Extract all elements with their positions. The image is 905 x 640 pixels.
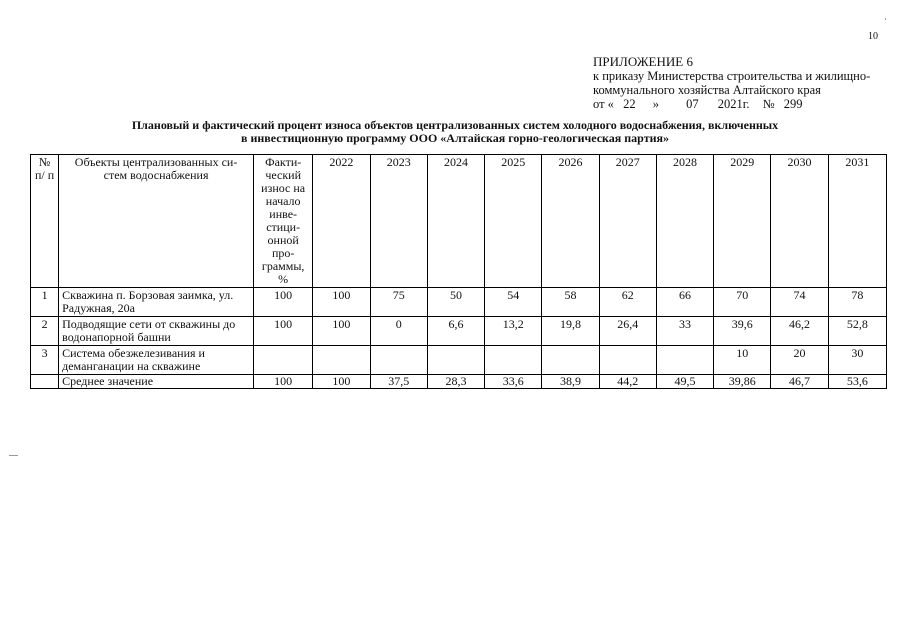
average-actual-wear: 100 (254, 375, 313, 389)
average-row (31, 375, 887, 389)
row-number: 2 (31, 317, 59, 346)
appendix-line-1: к приказу Министерства строительства и жилищно- (593, 69, 871, 83)
average-value: 46,7 (771, 375, 828, 389)
average-value: 37,5 (370, 375, 427, 389)
header-year: 2028 (656, 155, 713, 288)
average-value: 53,6 (828, 375, 886, 389)
average-value: 38,9 (542, 375, 599, 389)
row-actual-wear (254, 346, 313, 375)
header-year: 2025 (485, 155, 542, 288)
document-heading (60, 119, 850, 145)
heading-line-1: Плановый и фактический процент износа объектов централизованных систем холодного водоснабжения, включенных (131, 118, 779, 132)
row-number: 1 (31, 288, 59, 317)
table-row (31, 346, 887, 375)
average-value: 28,3 (427, 375, 484, 389)
date-prefix: от « (593, 97, 614, 111)
header-year: 2031 (828, 155, 886, 288)
table-header-row (31, 155, 887, 288)
header-year: 2030 (771, 155, 828, 288)
row-value: 19,8 (542, 317, 599, 346)
appendix-block (593, 55, 870, 111)
date-day: 22 (623, 97, 636, 111)
row-value: 100 (313, 317, 370, 346)
average-value: 33,6 (485, 375, 542, 389)
row-value: 78 (828, 288, 886, 317)
row-value: 30 (828, 346, 886, 375)
row-value: 10 (714, 346, 771, 375)
row-object-name: Скважина п. Борзовая заимка, ул. Радужная, 20а (59, 288, 254, 317)
header-object: Объекты централизованных си- стем водоснабжения (59, 155, 254, 288)
row-actual-wear: 100 (254, 288, 313, 317)
row-value (599, 346, 656, 375)
row-value: 70 (714, 288, 771, 317)
row-value: 26,4 (599, 317, 656, 346)
header-year: 2022 (313, 155, 370, 288)
scan-mark (885, 18, 886, 20)
row-value: 74 (771, 288, 828, 317)
row-value: 0 (370, 317, 427, 346)
row-value: 66 (656, 288, 713, 317)
heading-line-2: в инвестиционную программу ООО «Алтайская горно-геологическая партия» (241, 131, 669, 145)
row-value (656, 346, 713, 375)
row-value (485, 346, 542, 375)
header-year: 2026 (542, 155, 599, 288)
scan-mark (9, 455, 18, 456)
row-value: 62 (599, 288, 656, 317)
header-year: 2023 (370, 155, 427, 288)
row-number: 3 (31, 346, 59, 375)
row-value (313, 346, 370, 375)
average-value: 44,2 (599, 375, 656, 389)
row-value: 100 (313, 288, 370, 317)
row-value: 50 (427, 288, 484, 317)
appendix-date-line (593, 97, 870, 111)
row-actual-wear: 100 (254, 317, 313, 346)
header-year: 2024 (427, 155, 484, 288)
row-value: 52,8 (828, 317, 886, 346)
appendix-line-2: коммунального хозяйства Алтайского края (593, 83, 821, 97)
date-year: 2021г. (717, 97, 750, 111)
row-object-name: Подводящие сети от скважины до водонапорной башни (59, 317, 254, 346)
row-value: 75 (370, 288, 427, 317)
row-value: 6,6 (427, 317, 484, 346)
average-value: 49,5 (656, 375, 713, 389)
row-value: 54 (485, 288, 542, 317)
header-actual-wear: Факти- ческий износ на начало инве- стици- онной про- граммы, % (254, 155, 313, 288)
average-value: 39,86 (714, 375, 771, 389)
appendix-title: ПРИЛОЖЕНИЕ 6 (593, 54, 693, 69)
row-value: 33 (656, 317, 713, 346)
average-empty-cell (31, 375, 59, 389)
number-sign: № (762, 97, 775, 111)
table-row (31, 288, 887, 317)
row-value: 39,6 (714, 317, 771, 346)
row-object-name: Система обезжелезивания и деманганации на скважине (59, 346, 254, 375)
date-month: 07 (686, 97, 699, 111)
row-value: 46,2 (771, 317, 828, 346)
average-label: Среднее значение (59, 375, 254, 389)
table-row (31, 317, 887, 346)
page-number: 10 (868, 31, 878, 42)
date-quote-close: » (652, 97, 659, 111)
row-value (542, 346, 599, 375)
header-year: 2027 (599, 155, 656, 288)
wear-table (30, 154, 887, 389)
row-value: 13,2 (485, 317, 542, 346)
row-value: 20 (771, 346, 828, 375)
row-value: 58 (542, 288, 599, 317)
average-value: 100 (313, 375, 370, 389)
row-value (427, 346, 484, 375)
order-number: 299 (783, 97, 803, 111)
header-number: № п/ п (31, 155, 59, 288)
row-value (370, 346, 427, 375)
header-year: 2029 (714, 155, 771, 288)
